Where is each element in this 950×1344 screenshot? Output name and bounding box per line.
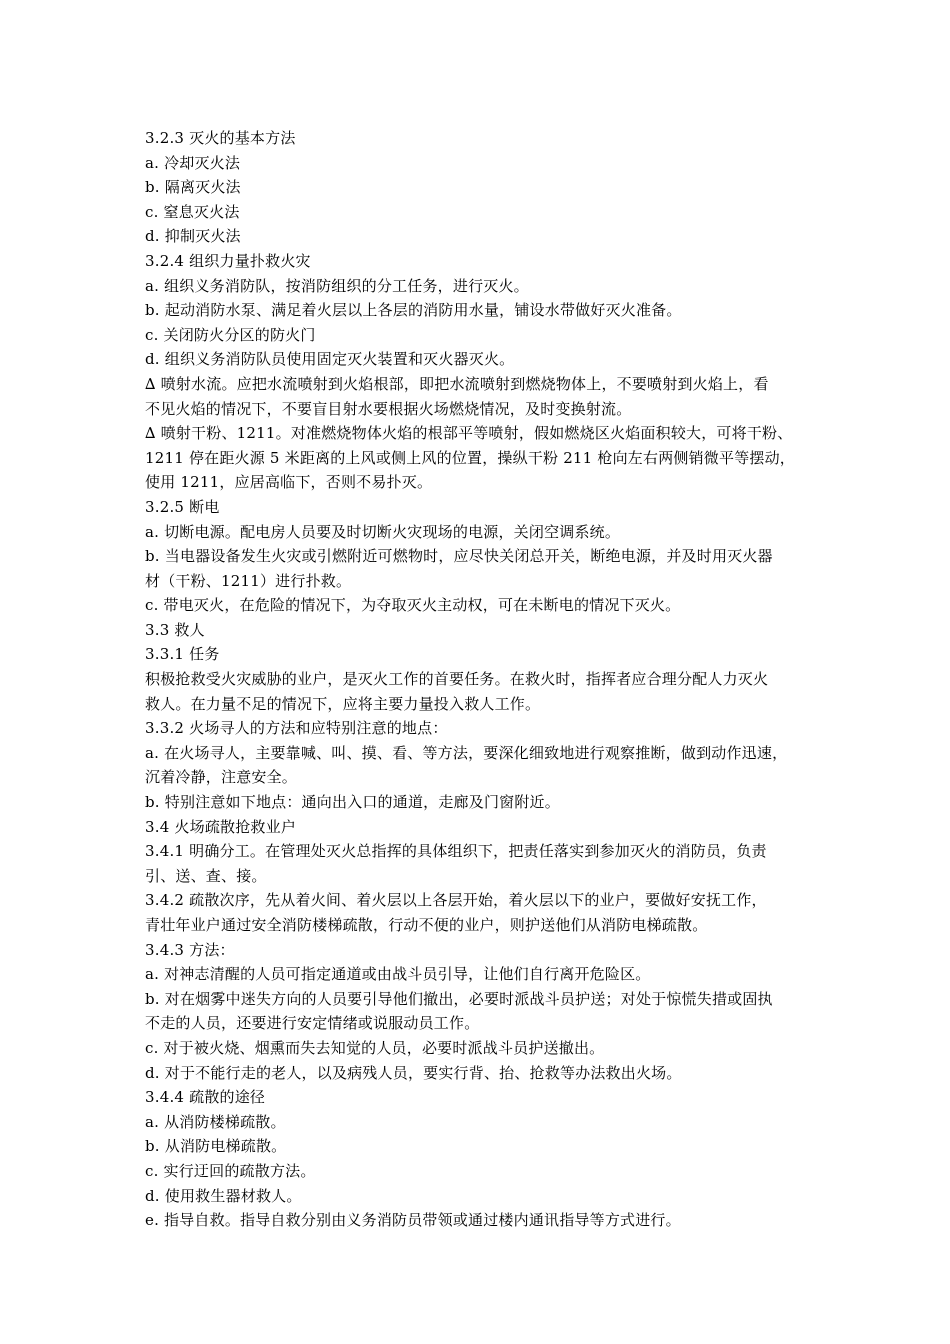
text-line: b. 起动消防水泵、满足着火层以上各层的消防用水量，铺设水带做好灭火准备。: [145, 301, 682, 320]
text-line: b. 隔离灭火法: [145, 178, 241, 197]
text-line: c. 窒息灭火法: [145, 202, 240, 221]
text-line: b. 从消防电梯疏散。: [145, 1137, 287, 1156]
text-line: a. 冷却灭火法: [145, 153, 241, 172]
text-line: 3.3.2 火场寻人的方法和应特别注意的地点：: [145, 719, 448, 738]
text-line: ∆ 喷射水流。应把水流喷射到火焰根部，即把水流喷射到燃烧物体上，不要喷射到火焰上，看: [145, 374, 769, 393]
text-line: 3.4.4 疏散的途径: [145, 1088, 266, 1107]
text-line: d. 抑制灭火法: [145, 227, 241, 246]
document-page: [145, 126, 845, 1233]
text-line: a. 组织义务消防队，按消防组织的分工任务，进行灭火。: [145, 276, 529, 295]
text-line: 青壮年业户通过安全消防楼梯疏散，行动不便的业户，则护送他们从消防电梯疏散。: [145, 916, 708, 934]
text-line: 3.4 火场疏散抢救业户: [145, 817, 297, 836]
text-line: b. 当电器设备发生火灾或引燃附近可燃物时，应尽快关闭总开关，断绝电源，并及时用灭火器: [145, 547, 773, 566]
text-line: e. 指导自救。指导自救分别由义务消防员带领或通过楼内通讯指导等方式进行。: [145, 1211, 681, 1230]
text-line: d. 组织义务消防队员使用固定灭火装置和灭火器灭火。: [145, 350, 515, 369]
text-line: d. 对于不能行走的老人，以及病残人员，要实行背、抬、抢救等办法救出火场。: [145, 1063, 682, 1082]
text-line: 3.3 救人: [145, 620, 205, 639]
text-line: c. 实行迂回的疏散方法。: [145, 1161, 316, 1180]
text-line: b. 特别注意如下地点：通向出入口的通道，走廊及门窗附近。: [145, 793, 560, 812]
text-line: c. 关闭防火分区的防火门: [145, 325, 316, 344]
text-line: a. 从消防楼梯疏散。: [145, 1112, 286, 1131]
text-line: 不走的人员，还要进行安定情绪或说服动员工作。: [145, 1014, 480, 1033]
text-line: 沉着冷静，注意安全。: [145, 768, 298, 787]
text-line: c. 带电灭火，在危险的情况下，为夺取灭火主动权，可在未断电的情况下灭火。: [145, 596, 681, 615]
text-line: 不见火焰的情况下，不要盲目射水要根据火场燃烧情况，及时变换射流。: [145, 399, 632, 418]
text-line: 3.2.4 组织力量扑救火灾: [145, 251, 311, 270]
text-line: 1211 停在距火源 5 米距离的上风或侧上风的位置，操纵干粉 211 枪向左右两侧销微平等摆动，: [145, 448, 795, 467]
text-line: a. 在火场寻人，主要靠喊、叫、摸、看、等方法，要深化细致地进行观察推断，做到动作迅速，: [145, 743, 788, 762]
text-line: 救人。在力量不足的情况下，应将主要力量投入救人工作。: [145, 694, 541, 713]
text-line: 引、送、查、接。: [145, 866, 267, 885]
text-line: 使用 1211，应居高临下，否则不易扑灭。: [145, 473, 433, 492]
text-line: ∆ 喷射干粉、1211。对准燃烧物体火焰的根部平等喷射，假如燃烧区火焰面积较大，可将干粉、: [145, 424, 793, 443]
text-line: 材（干粉、1211）进行扑救。: [145, 571, 352, 590]
text-line: 3.4.3 方法：: [145, 940, 235, 959]
text-line: d. 使用救生器材救人。: [145, 1186, 302, 1205]
text-line: a. 切断电源。配电房人员要及时切断火灾现场的电源，关闭空调系统。: [145, 522, 621, 541]
text-line: 3.3.1 任务: [145, 645, 220, 664]
text-line: a. 对神志清醒的人员可指定通道或由战斗员引导，让他们自行离开危险区。: [145, 965, 651, 984]
text-line: 3.2.5 断电: [145, 497, 220, 516]
text-line: c. 对于被火烧、烟熏而失去知觉的人员，必要时派战斗员护送撤出。: [145, 1038, 605, 1057]
text-line: 3.2.3 灭火的基本方法: [145, 129, 296, 147]
text-line: 积极抢救受火灾威胁的业户，是灭火工作的首要任务。在救火时，指挥者应合理分配人力灭火: [145, 670, 769, 689]
text-line: b. 对在烟雾中迷失方向的人员要引导他们撤出，必要时派战斗员护送；对处于惊慌失措或固执: [145, 989, 773, 1008]
text-line: 3.4.1 明确分工。在管理处灭火总指挥的具体组织下，把责任落实到参加灭火的消防员，负责: [145, 842, 767, 861]
text-line: 3.4.2 疏散次序，先从着火间、着火层以上各层开始，着火层以下的业户，要做好安抚工作，: [145, 891, 767, 910]
